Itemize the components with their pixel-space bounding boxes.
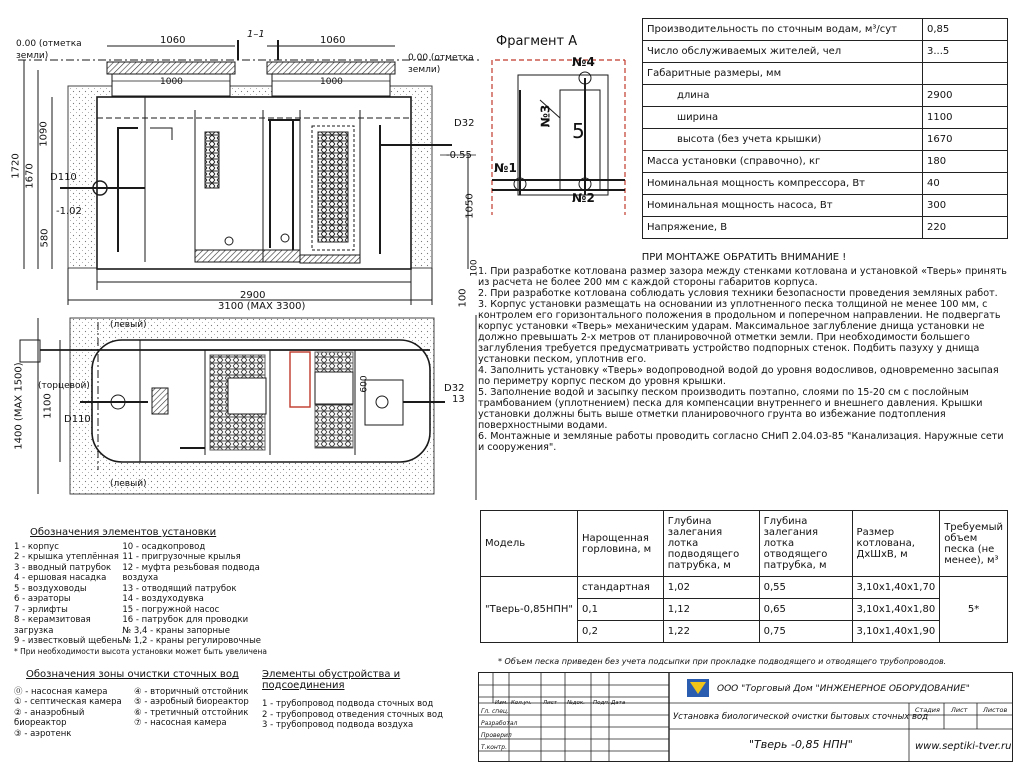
company-logo <box>687 679 709 697</box>
header-pit-size: Размер котлована, ДхШхВ, м <box>852 511 940 577</box>
dim-3100: 3100 (MAX 3300) <box>218 301 306 312</box>
legend-element-item: 13 - отводящий патрубок <box>122 583 237 594</box>
spec-row <box>643 85 1008 107</box>
spec-row <box>643 107 1008 129</box>
plan-label-end: (торцевой) <box>38 381 90 391</box>
label-13-plan: 13 <box>452 394 465 405</box>
legend-pipes-title: Элементы обустройства и подсоединения <box>262 669 401 691</box>
legend-element-item: 6 - аэраторы <box>14 594 71 604</box>
model-table-footnote: * Объем песка приведен без учета подсыпки при прокладке подводящего и отводящего трубопроводов. <box>498 657 947 666</box>
legend-element-item: 5 - воздуховоды <box>14 583 87 594</box>
ground-mark-left: 0.00 (отметка земли) <box>16 39 82 61</box>
sand-volume: 5* <box>940 577 1008 643</box>
header-outlet-depth: Глубина залегания лотка отводящего патрубка, м <box>759 511 852 577</box>
level-055: -0.55 <box>446 150 472 161</box>
stamp-small-label: Кол.уч. <box>511 700 532 706</box>
spec-row <box>643 41 1008 63</box>
cell: 1,12 <box>663 599 759 621</box>
dim-1400-plan: 1400 (MAX 1500) <box>13 362 25 450</box>
ground-mark-right: 0.00 (отметка земли) <box>408 53 474 75</box>
section-label: 1–1 <box>247 29 265 40</box>
spec-row <box>643 19 1008 41</box>
dim-top-width-2: 1060 <box>320 35 346 46</box>
legend-element-item: 11 - пригрузочные крылья <box>122 552 241 562</box>
spec-row <box>643 195 1008 217</box>
fragment-n3: №3 <box>538 104 553 128</box>
dim-2900: 2900 <box>240 290 266 301</box>
cell: 3,10х1,40х1,80 <box>852 599 940 621</box>
legend-element-item: 4 - ершовая насадка <box>14 573 107 583</box>
legend-zone-item: ⑦ - насосная камера <box>134 718 227 728</box>
notes-title: ПРИ МОНТАЖЕ ОБРАТИТЬ ВНИМАНИЕ ! <box>641 252 847 263</box>
legend-element-item: 10 - осадкопровод <box>122 541 206 552</box>
fragment-n2: №2 <box>572 191 595 205</box>
legend-element-item: № 3,4 - краны запорные <box>122 625 230 636</box>
spec-label: Габаритные размеры, мм <box>643 63 923 85</box>
header-neck: Нарощенная горловина, м <box>578 511 664 577</box>
cell: 0,75 <box>759 621 852 643</box>
stamp-stadia: Стадия <box>915 706 940 714</box>
legend-zones-title: Обозначения зоны очистки сточных вод <box>26 669 239 680</box>
legend-pipe-item: 3 - трубопровод подвода воздуха <box>262 720 414 730</box>
stamp-small-label: Дата <box>611 700 626 706</box>
header-sand: Требуемый объем песка (не менее), м³ <box>940 511 1008 577</box>
plan-view <box>20 318 445 494</box>
stamp-small-label: Изм. <box>495 700 508 706</box>
plan-label-left-top: (левый) <box>110 320 147 330</box>
dim-600-plan: 600 <box>359 375 370 393</box>
legend-element-item: № 1,2 - краны регулировочные <box>122 636 262 646</box>
dim-100: 100 <box>457 288 469 308</box>
fragment-a <box>492 60 625 215</box>
fragment-n1: №1 <box>494 161 517 175</box>
dim-1670: 1670 <box>24 163 36 189</box>
stamp-small-label: №док. <box>567 700 585 706</box>
dim-top-width: 1060 <box>160 35 186 46</box>
stamp-small-label: Проверил <box>481 732 512 739</box>
stamp-small-label: Подп. <box>593 700 610 706</box>
spec-value: 0,85 <box>923 19 1008 41</box>
note-item: 3. Корпус установки размещать на основании из уплотненного песка толщиной не менее 100 мм, с контролем его горизонтального положения в продольном и поперечном направлении. Не подвергать корпус установки «Тверь» механическим ударам. Максимальное заглубление днища установки не должно превышать 2-х метров от планировочной отметки земли. При необходимости большего заглубления требуется предусматривать устройство подпорных стенок. Подбить пазуху у днища установки песком, уплотнив его. <box>478 299 1001 365</box>
note-item: 2. При разработке котлована соблюдать условия техники безопасности проведения земляных работ. <box>478 288 998 299</box>
legend-element-item: 3 - вводный патрубок <box>14 562 112 573</box>
legend-pipe-item: 1 - трубопровод подвода сточных вод <box>262 699 434 709</box>
spec-label: Напряжение, В <box>643 217 923 239</box>
spec-label: высота (без учета крышки) <box>643 129 923 151</box>
dim-top-inner: 1000 <box>160 77 183 87</box>
stamp-list: Лист <box>951 706 968 714</box>
cell: 1,22 <box>663 621 759 643</box>
stamp-small-label: Т.контр. <box>481 744 508 751</box>
legend-zone-item: ③ - аэротенк <box>14 728 72 739</box>
legend-element-item: 16 - патрубок для проводки <box>122 615 249 625</box>
legend-element-item: 15 - погружной насос <box>122 604 220 615</box>
legend-pipe-item: 2 - трубопровод отведения сточных вод <box>262 709 443 720</box>
stamp-model: "Тверь -0,85 НПН" <box>749 738 853 751</box>
level-102: -1.02 <box>56 206 82 217</box>
fragment-5: 5 <box>572 119 585 143</box>
d110-plan: D110 <box>64 414 91 425</box>
cell: 0,55 <box>759 577 852 599</box>
legend-element-item: 2 - крышка утеплённая <box>14 552 119 562</box>
cell: 0,1 <box>578 599 664 621</box>
spec-value: 40 <box>923 173 1008 195</box>
model-name: "Тверь-0,85НПН" <box>481 577 578 643</box>
spec-value: 300 <box>923 195 1008 217</box>
legend-pipes <box>262 670 472 731</box>
stamp-small-label: Гл. спец. <box>481 708 509 715</box>
spec-label: Число обслуживаемых жителей, чел <box>643 41 923 63</box>
spec-row <box>643 173 1008 195</box>
d110-section: D110 <box>50 172 77 183</box>
spec-label: Номинальная мощность компрессора, Вт <box>643 173 923 195</box>
fragment-n4: №4 <box>572 55 595 69</box>
dim-580: 580 <box>39 228 51 248</box>
spec-row <box>643 151 1008 173</box>
legend-zone-item: ⑥ - третичный отстойник <box>134 707 249 718</box>
spec-value: 180 <box>923 151 1008 173</box>
note-item: 1. При разработке котлована размер зазора между стенками котлована и установкой «Тверь» принять из расчета не более 200 мм с каждой стороны габаритов корпуса. <box>478 266 1007 288</box>
legend-element-item: 9 - известковый щебень <box>14 636 123 646</box>
note-item: 6. Монтажные и земляные работы проводить согласно СНиП 2.04.03-85 "Канализация. Наружные сети и сооружения". <box>478 431 1004 453</box>
legend-zones <box>14 670 264 739</box>
spec-row <box>643 63 1008 85</box>
stamp-small-label: Разработал <box>481 720 518 727</box>
stamp-listov: Листов <box>983 706 1008 714</box>
header-model: Модель <box>481 511 578 577</box>
spec-value: 1100 <box>923 107 1008 129</box>
cell: 1,02 <box>663 577 759 599</box>
spec-label: Масса установки (справочно), кг <box>643 151 923 173</box>
spec-row <box>643 217 1008 239</box>
legend-elements-title: Обозначения элементов установки <box>30 527 217 538</box>
note-item: 4. Заполнить установку «Тверь» водопроводной водой до уровня водосливов, одновременно засыпая по периметру корпус песком до уровня крышки. <box>478 365 999 387</box>
spec-row <box>643 129 1008 151</box>
dim-100b: 100 <box>469 259 480 277</box>
d32-plan: D32 <box>444 383 465 394</box>
spec-label: Производительность по сточным водам, м³/сут <box>643 19 923 41</box>
legend-element-item: 14 - воздуходувка <box>122 594 204 604</box>
cell: 0,2 <box>578 621 664 643</box>
spec-value: 2900 <box>923 85 1008 107</box>
installation-notes <box>478 252 1010 453</box>
dim-1100-plan: 1100 <box>42 393 54 419</box>
cell: 0,65 <box>759 599 852 621</box>
legend-element-item: 1 - корпус <box>14 541 59 552</box>
spec-label: Номинальная мощность насоса, Вт <box>643 195 923 217</box>
dim-1090: 1090 <box>38 121 50 147</box>
header-inlet-depth: Глубина залегания лотка подводящего патрубка, м <box>663 511 759 577</box>
stamp-site: www.septiki-tver.ru <box>915 741 1012 752</box>
legend-zone-item: ④ - вторичный отстойник <box>134 686 249 697</box>
legend-zone-item: ① - септическая камера <box>14 697 122 707</box>
legend-element-item: 12 - муфта резьбовая подвода воздуха <box>122 562 260 583</box>
dim-top-inner-2: 1000 <box>320 77 343 87</box>
stamp-company: ООО "Торговый Дом "ИНЖЕНЕРНОЕ ОБОРУДОВАНИЕ" <box>717 684 970 694</box>
cell: 3,10х1,40х1,90 <box>852 621 940 643</box>
legend-element-item: 7 - эрлифты <box>14 604 68 615</box>
legend-elements-footnote: * При необходимости высота установки может быть увеличена <box>14 646 268 656</box>
legend-elements <box>14 528 284 657</box>
title-block <box>478 672 1013 762</box>
model-table <box>480 510 1008 643</box>
stamp-product: Установка биологической очистки бытовых сточных вод <box>673 712 929 722</box>
spec-value <box>923 63 1008 85</box>
legend-zone-item: ⑤ - аэробный биореактор <box>134 697 249 707</box>
plan-label-left-bottom: (левый) <box>110 479 147 489</box>
legend-zone-item: ② - анаэробный биореактор <box>14 707 85 728</box>
legend-zone-item: ⓪ - насосная камера <box>14 686 108 697</box>
dim-1050: 1050 <box>464 193 476 219</box>
spec-label: ширина <box>643 107 923 129</box>
note-item: 5. Заполнение водой и засыпку песком производить поэтапно, слоями по 15-20 см с послойным трамбованием (уплотнением) песка для компенсации внутреннего и внешнего давления. Крышки установки должны быть выше отметки планировочного грунта во избежание подтопления поверхностными водами. <box>478 387 983 431</box>
spec-value: 220 <box>923 217 1008 239</box>
spec-value: 3...5 <box>923 41 1008 63</box>
spec-value: 1670 <box>923 129 1008 151</box>
fragment-title: Фрагмент А <box>496 34 578 49</box>
cell: стандартная <box>578 577 664 599</box>
legend-element-item: 8 - керамзитовая загрузка <box>14 615 91 636</box>
cell: 3,10х1,40х1,70 <box>852 577 940 599</box>
spec-label: длина <box>643 85 923 107</box>
spec-table <box>642 18 1008 239</box>
dim-1720: 1720 <box>10 153 22 179</box>
stamp-small-label: Лист <box>543 700 557 706</box>
d32-section: D32 <box>454 118 475 129</box>
